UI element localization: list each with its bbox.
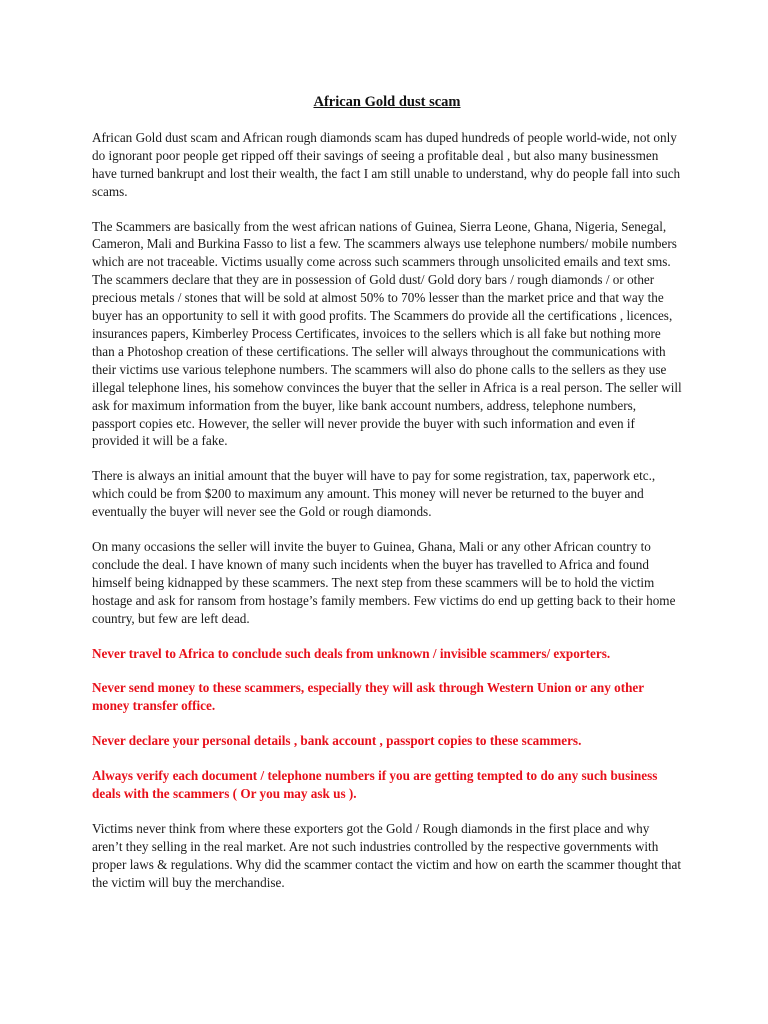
warning-personal-details: Never declare your personal details , bank account , passport copies to these scammers. — [92, 733, 582, 749]
paragraph-intro: African Gold dust scam and African rough diamonds scam has duped hundreds of people world-wide, not only do ignorant poor people get ripped off their savings of seeing a profitable deal , but also many businessmen have turned bankrupt and lost their wealth, the fact I am still unable to understand, why do people fall into such scams. — [92, 129, 681, 199]
document-title: African Gold dust scam — [313, 94, 461, 110]
paragraph-closing: Victims never think from where these exporters got the Gold / Rough diamonds in the first place and why aren’t they selling in the real market. Are not such industries controlled by the respective governments with proper laws & regulations. Why did the scammer contact the victim and how on earth the scammer thought that the victim will buy the merchandise. — [92, 821, 682, 890]
warning-travel: Never travel to Africa to conclude such deals from unknown / invisible scammers/ exporters. — [92, 645, 611, 661]
document-body — [92, 94, 682, 909]
warning-verify: Always verify each document / telephone numbers if you are getting tempted to do any such business deals with the scammers ( Or you may ask us ). — [92, 768, 658, 802]
paragraph-kidnapping: On many occasions the seller will invite the buyer to Guinea, Ghana, Mali or any other African country to conclude the deal. I have known of many such incidents when the buyer has travelled to Africa and found himself being kidnapped by these scammers. The next step from these scammers will be to hold the victim hostage and ask for ransom from hostage’s family members. Few victims do end up getting back to their home country, but few are left dead. — [92, 539, 676, 626]
warning-money: Never send money to these scammers, especially they will ask through Western Union or any other money transfer office. — [92, 680, 644, 714]
paragraph-scammers: The Scammers are basically from the west african nations of Guinea, Sierra Leone, Ghana, Nigeria, Senegal, Cameron, Mali and Burkina Fasso to list a few. The scammers always use telephone numbers/ mobile numbers which are not traceable. Victims usually come across such scammers through unsolicited emails and text sms. The scammers declare that they are in possession of Gold dust/ Gold dory bars / rough diamonds / or other precious metals / stones that will be sold at almost 50% to 70% lesser than the market price and that way the buyer has an opportunity to sell it with good profits. The Scammers do provide all the certifications , licences, insurances papers, Kimberley Process Certificates, invoices to the sellers which is all fake but nothing more than a Photoshop creation of these certifications. The seller will always throughout the communications with their victims use various telephone numbers. The scammers will also do phone calls to the sellers as they use illegal telephone lines, his somehow convinces the buyer that the seller in Africa is a real person. The seller will ask for maximum information from the buyer, like bank account numbers, address, telephone numbers, passport copies etc. However, the seller will never provide the buyer with such information and even if provided it will be a fake. — [92, 218, 682, 449]
paragraph-initial-amount: There is always an initial amount that the buyer will have to pay for some registration, tax, paperwork etc., which could be from $200 to maximum any amount. This money will never be returned to the buyer and eventually the buyer will never see the Gold or rough diamonds. — [92, 468, 656, 520]
